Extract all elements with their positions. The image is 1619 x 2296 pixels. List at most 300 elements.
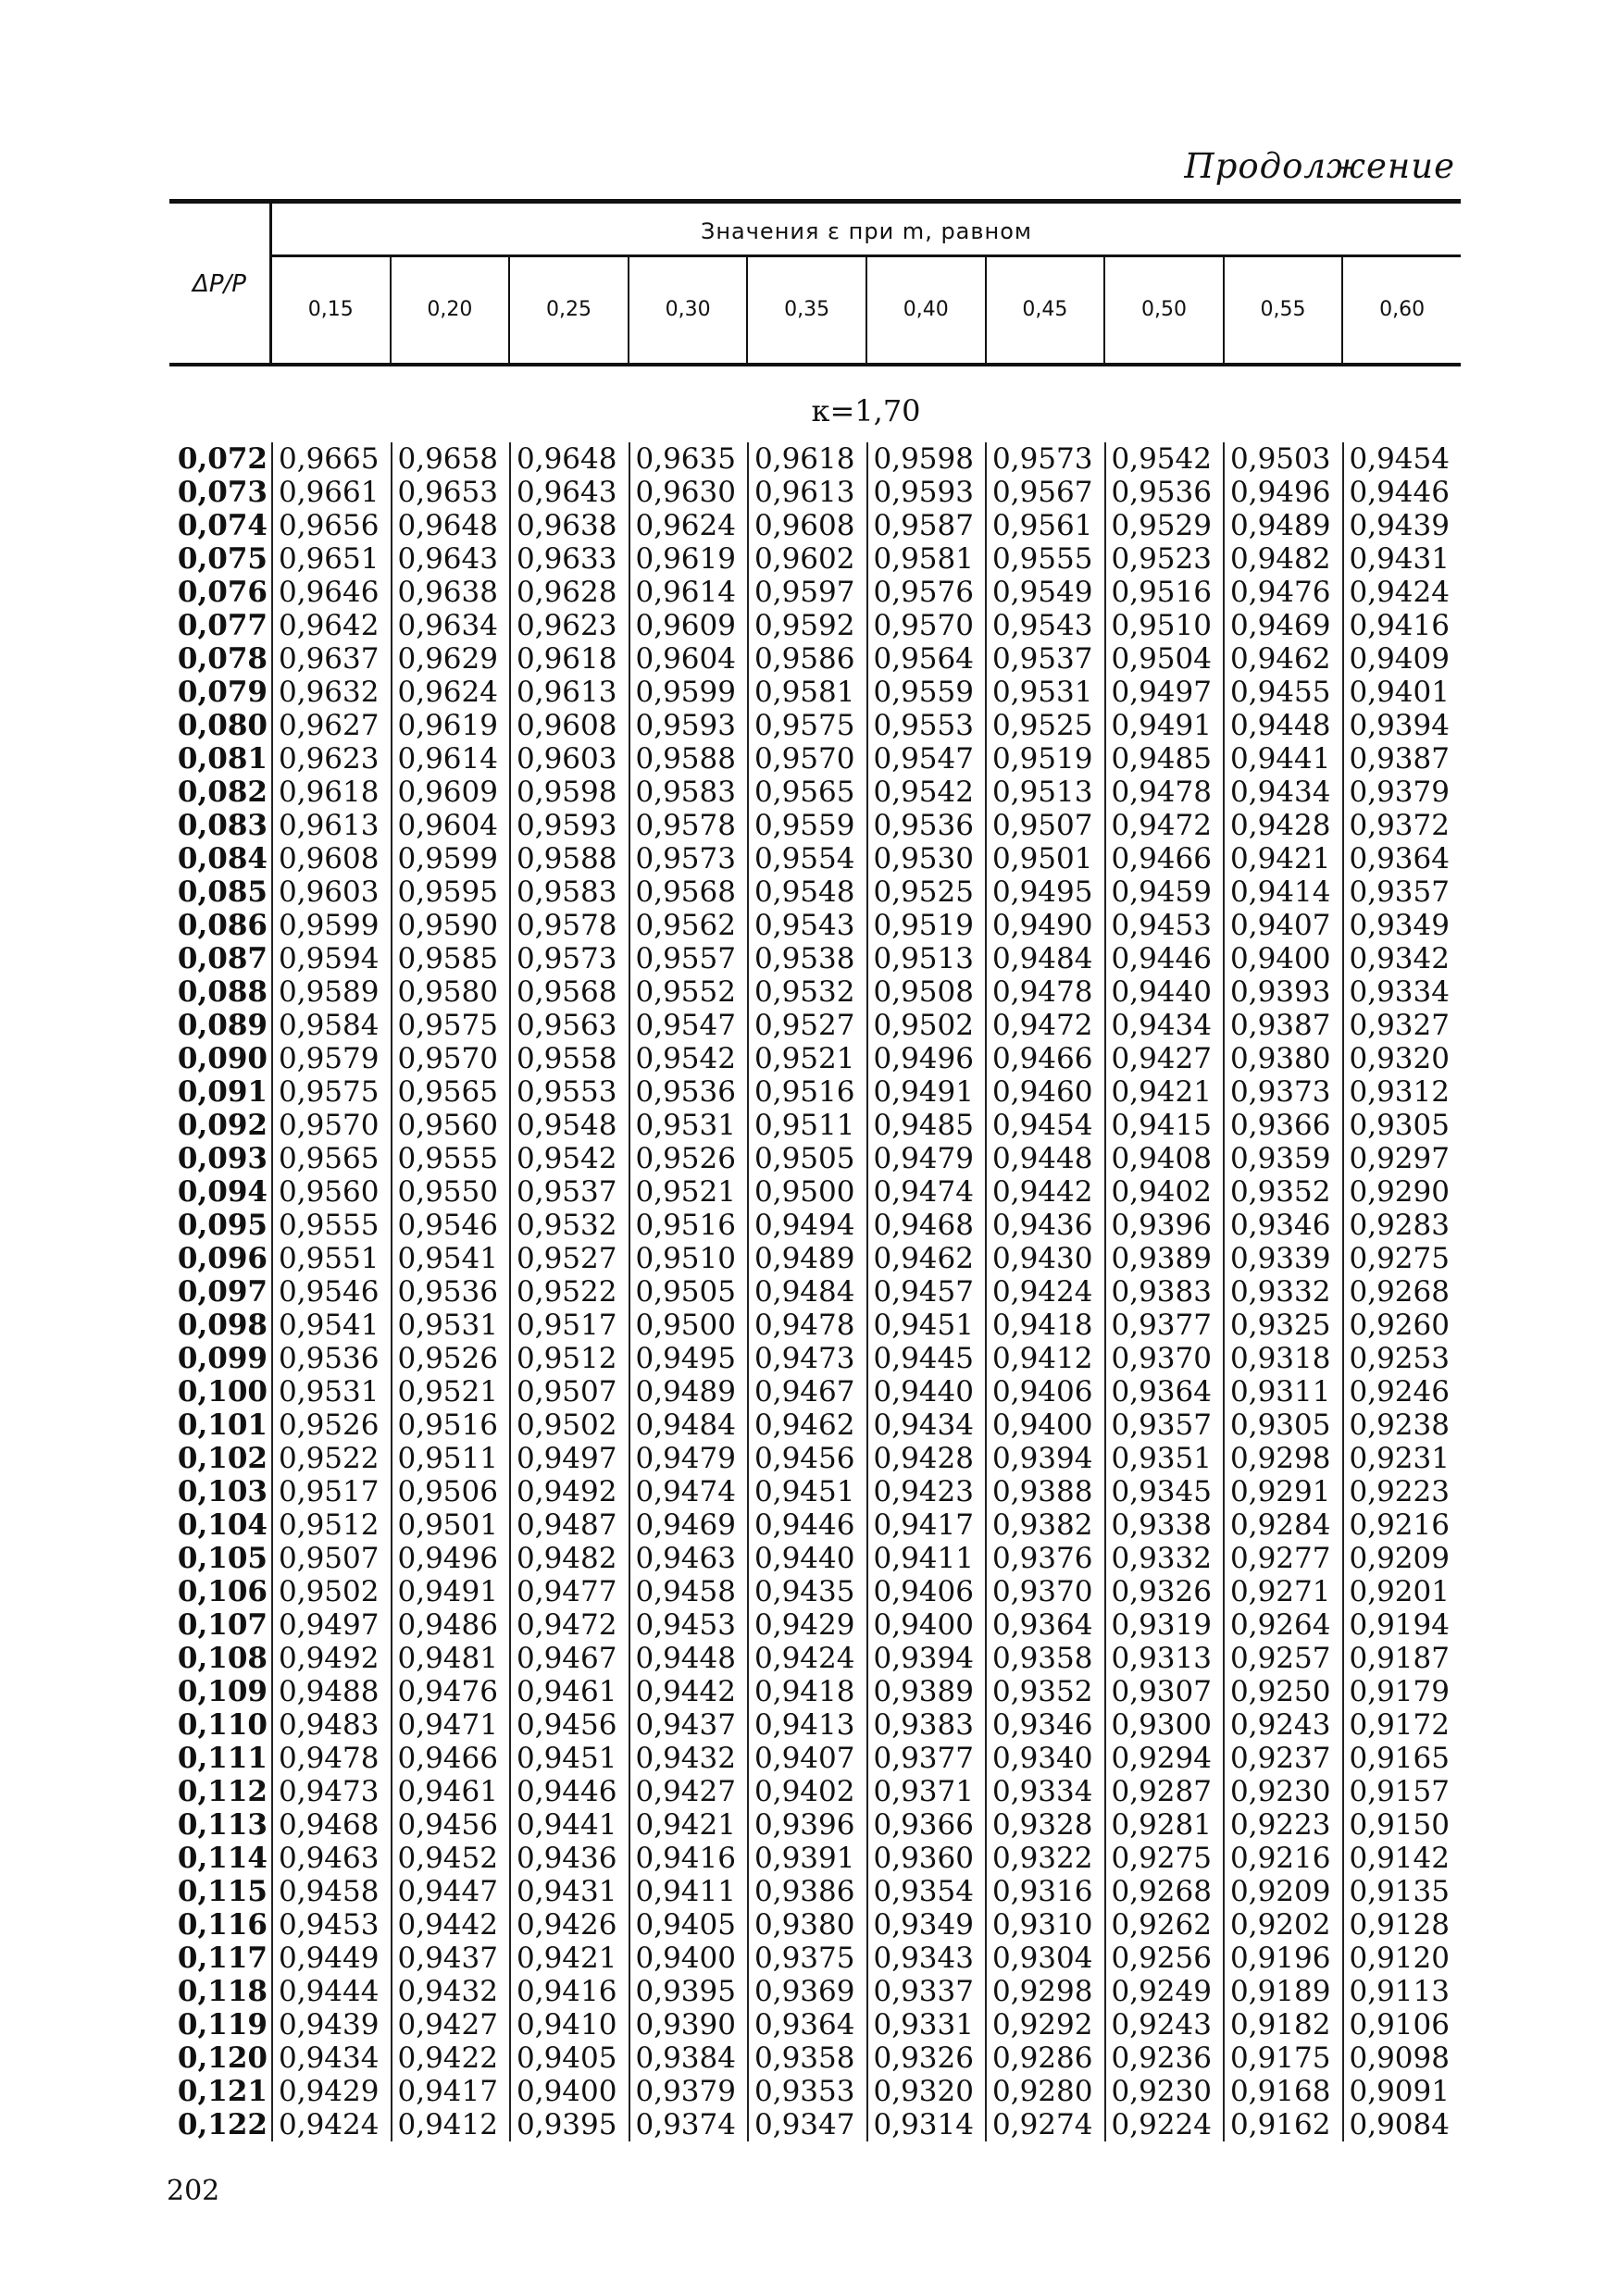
table-cell: 0,9472 [509, 1608, 629, 1642]
table-cell: 0,9347 [747, 2108, 866, 2141]
row-dp-value: 0,086 [177, 909, 268, 942]
table-cell: 0,9451 [747, 1475, 866, 1508]
table-cell: 0,9623 [509, 609, 629, 642]
table-cell: 0,9473 [271, 1775, 391, 1808]
table-cell: 0,9424 [985, 1275, 1104, 1309]
table-cell: 0,9439 [271, 2008, 391, 2042]
table-cell: 0,9460 [985, 1075, 1104, 1109]
row-dp-value: 0,088 [177, 975, 268, 1009]
table-cell: 0,9602 [747, 542, 866, 576]
table-cell: 0,9559 [747, 809, 866, 842]
table-cell: 0,9481 [391, 1642, 510, 1675]
table-cell: 0,9366 [866, 1808, 986, 1842]
table-cell: 0,9467 [747, 1375, 866, 1409]
table-cell: 0,9373 [1223, 1075, 1342, 1109]
row-dp-value: 0,090 [177, 1042, 268, 1075]
column-header: 0,30 [629, 257, 749, 363]
table-cell: 0,9396 [747, 1808, 866, 1842]
table-cell: 0,9337 [866, 1975, 986, 2008]
table-cell: 0,9598 [509, 776, 629, 809]
table-cell: 0,9370 [985, 1575, 1104, 1608]
table-row [169, 1842, 1461, 1875]
table-row [169, 542, 1461, 576]
table-row [169, 809, 1461, 842]
table-cell: 0,9608 [747, 509, 866, 542]
table-cell: 0,9442 [629, 1675, 748, 1708]
table-cell: 0,9432 [391, 1975, 510, 2008]
column-header: 0,45 [987, 257, 1106, 363]
table-cell: 0,9468 [866, 1209, 986, 1242]
table-cell: 0,9542 [509, 1142, 629, 1175]
table-cell: 0,9478 [747, 1309, 866, 1342]
table-cell: 0,9268 [1342, 1275, 1462, 1309]
row-dp-value: 0,107 [177, 1608, 268, 1642]
table-cell: 0,9521 [629, 1175, 748, 1209]
table-cell: 0,9349 [866, 1908, 986, 1942]
table-cell: 0,9230 [1104, 2075, 1224, 2108]
table-cell: 0,9120 [1342, 1942, 1462, 1975]
table-cell: 0,9485 [866, 1109, 986, 1142]
table-row [169, 2108, 1461, 2141]
table-cell: 0,9406 [985, 1375, 1104, 1409]
table-cell: 0,9608 [271, 842, 391, 875]
table-cell: 0,9565 [747, 776, 866, 809]
table-cell: 0,9477 [509, 1575, 629, 1608]
table-cell: 0,9457 [866, 1275, 986, 1309]
table-cell: 0,9415 [1104, 1109, 1224, 1142]
table-cell: 0,9371 [866, 1775, 986, 1808]
table-cell: 0,9555 [271, 1209, 391, 1242]
table-cell: 0,9609 [391, 776, 510, 809]
table-cell: 0,9485 [1104, 742, 1224, 776]
table-cell: 0,9380 [1223, 1042, 1342, 1075]
table-cell: 0,9446 [747, 1508, 866, 1542]
table-cell: 0,9410 [509, 2008, 629, 2042]
table-row [169, 676, 1461, 709]
table-cell: 0,9525 [866, 875, 986, 909]
table-cell: 0,9495 [629, 1342, 748, 1375]
table-cell: 0,9502 [271, 1575, 391, 1608]
table-cell: 0,9402 [747, 1775, 866, 1808]
table-cell: 0,9297 [1342, 1142, 1462, 1175]
table-cell: 0,9578 [509, 909, 629, 942]
table-cell: 0,9526 [271, 1409, 391, 1442]
table-cell: 0,9291 [1223, 1475, 1342, 1508]
table-cell: 0,9370 [1104, 1342, 1224, 1375]
table-cell: 0,9320 [1342, 1042, 1462, 1075]
table-cell: 0,9113 [1342, 1975, 1462, 2008]
table-cell: 0,9216 [1342, 1508, 1462, 1542]
table-cell: 0,9560 [271, 1175, 391, 1209]
table-body [169, 442, 1461, 2141]
table-cell: 0,9437 [391, 1942, 510, 1975]
table-cell: 0,9283 [1342, 1209, 1462, 1242]
table-cell: 0,9431 [1342, 542, 1462, 576]
table-cell: 0,9427 [629, 1775, 748, 1808]
table-cell: 0,9502 [509, 1409, 629, 1442]
table-cell: 0,9462 [1223, 642, 1342, 676]
table-cell: 0,9570 [271, 1109, 391, 1142]
table-row [169, 1675, 1461, 1708]
table-cell: 0,9519 [866, 909, 986, 942]
table-cell: 0,9325 [1223, 1309, 1342, 1342]
table-cell: 0,9486 [391, 1608, 510, 1642]
table-cell: 0,9372 [1342, 809, 1462, 842]
table-cell: 0,9624 [629, 509, 748, 542]
table-cell: 0,9292 [985, 2008, 1104, 2042]
table-cell: 0,9516 [1104, 576, 1224, 609]
table-cell: 0,9567 [985, 476, 1104, 509]
row-dp-value: 0,110 [177, 1708, 268, 1742]
table-cell: 0,9382 [985, 1508, 1104, 1542]
table-cell: 0,9284 [1223, 1508, 1342, 1542]
table-cell: 0,9537 [985, 642, 1104, 676]
table-cell: 0,9629 [391, 642, 510, 676]
table-cell: 0,9516 [629, 1209, 748, 1242]
table-cell: 0,9565 [271, 1142, 391, 1175]
table-cell: 0,9453 [271, 1908, 391, 1942]
table-cell: 0,9357 [1104, 1409, 1224, 1442]
table-cell: 0,9642 [271, 609, 391, 642]
table-cell: 0,9603 [509, 742, 629, 776]
table-cell: 0,9585 [391, 942, 510, 975]
table-cell: 0,9658 [391, 442, 510, 476]
table-cell: 0,9326 [866, 2042, 986, 2075]
row-dp-value: 0,085 [177, 875, 268, 909]
table-cell: 0,9522 [271, 1442, 391, 1475]
table-cell: 0,9257 [1223, 1642, 1342, 1675]
row-dp-value: 0,106 [177, 1575, 268, 1608]
column-header: 0,50 [1105, 257, 1225, 363]
table-cell: 0,9632 [271, 676, 391, 709]
table-cell: 0,9536 [391, 1275, 510, 1309]
table-cell: 0,9322 [985, 1842, 1104, 1875]
table-cell: 0,9554 [747, 842, 866, 875]
table-cell: 0,9603 [271, 875, 391, 909]
table-cell: 0,9530 [866, 842, 986, 875]
table-cell: 0,9339 [1223, 1242, 1342, 1275]
table-cell: 0,9300 [1104, 1708, 1224, 1742]
table-row [169, 1209, 1461, 1242]
table-cell: 0,9489 [1223, 509, 1342, 542]
table-cell: 0,9459 [1104, 875, 1224, 909]
continued-label: Продолжение [1184, 146, 1455, 186]
table-cell: 0,9523 [1104, 542, 1224, 576]
table-cell: 0,9570 [866, 609, 986, 642]
table-cell: 0,9449 [271, 1942, 391, 1975]
table-cell: 0,9411 [629, 1875, 748, 1908]
table-row [169, 1409, 1461, 1442]
table-row [169, 1742, 1461, 1775]
table-cell: 0,9416 [629, 1842, 748, 1875]
row-dp-value: 0,099 [177, 1342, 268, 1375]
table-row [169, 875, 1461, 909]
table-cell: 0,9578 [629, 809, 748, 842]
row-dp-value: 0,096 [177, 1242, 268, 1275]
table-cell: 0,9588 [629, 742, 748, 776]
table-cell: 0,9581 [866, 542, 986, 576]
table-cell: 0,9380 [747, 1908, 866, 1942]
table-cell: 0,9334 [1342, 975, 1462, 1009]
table-cell: 0,9172 [1342, 1708, 1462, 1742]
table-cell: 0,9395 [629, 1975, 748, 2008]
stub-header [169, 204, 272, 363]
table-cell: 0,9500 [747, 1175, 866, 1209]
table-cell: 0,9516 [391, 1409, 510, 1442]
table-cell: 0,9446 [1104, 942, 1224, 975]
table-cell: 0,9444 [271, 1975, 391, 2008]
table-cell: 0,9455 [1223, 676, 1342, 709]
table-cell: 0,9542 [629, 1042, 748, 1075]
table-cell: 0,9358 [747, 2042, 866, 2075]
table-cell: 0,9648 [391, 509, 510, 542]
table-row [169, 476, 1461, 509]
table-cell: 0,9497 [1104, 676, 1224, 709]
table-row [169, 842, 1461, 875]
table-cell: 0,9510 [629, 1242, 748, 1275]
row-dp-value: 0,114 [177, 1842, 268, 1875]
table-cell: 0,9476 [391, 1675, 510, 1708]
table-cell: 0,9532 [509, 1209, 629, 1242]
table-cell: 0,9390 [629, 2008, 748, 2042]
row-dp-value: 0,080 [177, 709, 268, 742]
table-row [169, 776, 1461, 809]
table-cell: 0,9543 [747, 909, 866, 942]
table-cell: 0,9451 [866, 1309, 986, 1342]
table-cell: 0,9290 [1342, 1175, 1462, 1209]
table-row [169, 1975, 1461, 2008]
table-cell: 0,9548 [509, 1109, 629, 1142]
table-cell: 0,9162 [1223, 2108, 1342, 2141]
table-cell: 0,9618 [271, 776, 391, 809]
table-cell: 0,9575 [391, 1009, 510, 1042]
table-cell: 0,9492 [509, 1475, 629, 1508]
row-dp-value: 0,113 [177, 1808, 268, 1842]
table-cell: 0,9619 [391, 709, 510, 742]
table-cell: 0,9469 [629, 1508, 748, 1542]
table-cell: 0,9638 [509, 509, 629, 542]
table-cell: 0,9243 [1223, 1708, 1342, 1742]
table-cell: 0,9423 [866, 1475, 986, 1508]
table-cell: 0,9405 [509, 2042, 629, 2075]
table-cell: 0,9328 [985, 1808, 1104, 1842]
table-cell: 0,9411 [866, 1542, 986, 1575]
table-cell: 0,9389 [866, 1675, 986, 1708]
table-cell: 0,9536 [629, 1075, 748, 1109]
table-cell: 0,9550 [391, 1175, 510, 1209]
table-cell: 0,9456 [747, 1442, 866, 1475]
table-cell: 0,9656 [271, 509, 391, 542]
column-headers [272, 257, 1461, 363]
row-dp-value: 0,122 [177, 2108, 268, 2141]
table-row [169, 2075, 1461, 2108]
row-dp-value: 0,101 [177, 1409, 268, 1442]
row-dp-value: 0,079 [177, 676, 268, 709]
table-cell: 0,9541 [271, 1309, 391, 1342]
table-cell: 0,9281 [1104, 1808, 1224, 1842]
table-cell: 0,9418 [747, 1675, 866, 1708]
table-cell: 0,9436 [985, 1209, 1104, 1242]
table-cell: 0,9429 [271, 2075, 391, 2108]
table-cell: 0,9529 [1104, 509, 1224, 542]
table-cell: 0,9479 [866, 1142, 986, 1175]
row-dp-value: 0,097 [177, 1275, 268, 1309]
table-cell: 0,9501 [985, 842, 1104, 875]
table-row [169, 2042, 1461, 2075]
table-cell: 0,9405 [629, 1908, 748, 1942]
table-cell: 0,9543 [985, 609, 1104, 642]
table-cell: 0,9314 [866, 2108, 986, 2141]
table-cell: 0,9428 [1223, 809, 1342, 842]
table-cell: 0,9458 [629, 1575, 748, 1608]
table-cell: 0,9536 [271, 1342, 391, 1375]
table-cell: 0,9375 [747, 1942, 866, 1975]
table-cell: 0,9512 [271, 1508, 391, 1542]
table-cell: 0,9343 [866, 1942, 986, 1975]
table-cell: 0,9597 [747, 576, 866, 609]
table-cell: 0,9589 [271, 975, 391, 1009]
table-cell: 0,9418 [985, 1309, 1104, 1342]
table-row [169, 1342, 1461, 1375]
table-cell: 0,9507 [271, 1542, 391, 1575]
table-cell: 0,9488 [271, 1675, 391, 1708]
table-row [169, 1475, 1461, 1508]
table-cell: 0,9223 [1342, 1475, 1462, 1508]
table-cell: 0,9421 [629, 1808, 748, 1842]
table-cell: 0,9402 [1104, 1175, 1224, 1209]
column-header: 0,60 [1379, 298, 1426, 321]
table-cell: 0,9513 [985, 776, 1104, 809]
row-dp-value: 0,105 [177, 1542, 268, 1575]
table-row [169, 1775, 1461, 1808]
row-dp-value: 0,116 [177, 1908, 268, 1942]
row-dp-value: 0,087 [177, 942, 268, 975]
table-cell: 0,9510 [1104, 609, 1224, 642]
table-row [169, 1309, 1461, 1342]
table-cell: 0,9627 [271, 709, 391, 742]
table-cell: 0,9327 [1342, 1009, 1462, 1042]
table-cell: 0,9128 [1342, 1908, 1462, 1942]
table-cell: 0,9320 [866, 2075, 986, 2108]
table-cell: 0,9547 [629, 1009, 748, 1042]
column-header: 0,25 [510, 257, 629, 363]
table-cell: 0,9427 [1104, 1042, 1224, 1075]
table-cell: 0,9547 [866, 742, 986, 776]
table-cell: 0,9260 [1342, 1309, 1462, 1342]
table-cell: 0,9377 [866, 1742, 986, 1775]
table-cell: 0,9432 [629, 1742, 748, 1775]
table-cell: 0,9526 [391, 1342, 510, 1375]
table-cell: 0,9307 [1104, 1675, 1224, 1708]
table-cell: 0,9593 [629, 709, 748, 742]
table-cell: 0,9633 [509, 542, 629, 576]
table-cell: 0,9400 [629, 1942, 748, 1975]
column-header: 0,15 [272, 257, 392, 363]
table-cell: 0,9494 [747, 1209, 866, 1242]
table-cell: 0,9441 [509, 1808, 629, 1842]
table-cell: 0,9434 [1104, 1009, 1224, 1042]
table-row [169, 1075, 1461, 1109]
table-cell: 0,9376 [985, 1542, 1104, 1575]
table-cell: 0,9508 [866, 975, 986, 1009]
table-cell: 0,9495 [985, 875, 1104, 909]
table-cell: 0,9400 [1223, 942, 1342, 975]
table-cell: 0,9223 [1223, 1808, 1342, 1842]
table-cell: 0,9313 [1104, 1642, 1224, 1675]
table-cell: 0,9527 [509, 1242, 629, 1275]
table-cell: 0,9491 [391, 1575, 510, 1608]
table-cell: 0,9342 [1342, 942, 1462, 975]
table-cell: 0,9507 [985, 809, 1104, 842]
row-dp-value: 0,072 [177, 442, 268, 476]
table-cell: 0,9395 [509, 2108, 629, 2141]
table-row [169, 2008, 1461, 2042]
table-cell: 0,9489 [747, 1242, 866, 1275]
table-cell: 0,9435 [747, 1575, 866, 1608]
table-cell: 0,9466 [985, 1042, 1104, 1075]
table-cell: 0,9271 [1223, 1575, 1342, 1608]
table-cell: 0,9406 [866, 1575, 986, 1608]
table-cell: 0,9427 [391, 2008, 510, 2042]
table-cell: 0,9448 [985, 1142, 1104, 1175]
table-row [169, 909, 1461, 942]
table-cell: 0,9461 [391, 1775, 510, 1808]
table-cell: 0,9417 [391, 2075, 510, 2108]
table-cell: 0,9237 [1223, 1742, 1342, 1775]
table-cell: 0,9588 [509, 842, 629, 875]
table-cell: 0,9294 [1104, 1742, 1224, 1775]
table-cell: 0,9599 [271, 909, 391, 942]
row-dp-value: 0,119 [177, 2008, 268, 2042]
table-cell: 0,9478 [985, 975, 1104, 1009]
table-cell: 0,9496 [866, 1042, 986, 1075]
table-cell: 0,9634 [391, 609, 510, 642]
table-cell: 0,9559 [866, 676, 986, 709]
table-row [169, 442, 1461, 476]
table-cell: 0,9542 [1104, 442, 1224, 476]
table-cell: 0,9413 [747, 1708, 866, 1742]
table-cell: 0,9665 [271, 442, 391, 476]
table-cell: 0,9492 [271, 1642, 391, 1675]
table-cell: 0,9414 [1223, 875, 1342, 909]
table-row [169, 1442, 1461, 1475]
row-dp-value: 0,118 [177, 1975, 268, 2008]
table-cell: 0,9568 [509, 975, 629, 1009]
row-dp-value: 0,103 [177, 1475, 268, 1508]
table-cell: 0,9646 [271, 576, 391, 609]
table-cell: 0,9175 [1223, 2042, 1342, 2075]
table-row [169, 1642, 1461, 1675]
table-cell: 0,9298 [985, 1975, 1104, 2008]
table-cell: 0,9412 [985, 1342, 1104, 1375]
table-cell: 0,9253 [1342, 1342, 1462, 1375]
column-header: 0,20 [392, 257, 511, 363]
kappa-subheading: κ=1,70 [811, 393, 921, 428]
table-cell: 0,9630 [629, 476, 748, 509]
table-cell: 0,9473 [747, 1342, 866, 1375]
table-cell: 0,9447 [391, 1875, 510, 1908]
table-cell: 0,9383 [1104, 1275, 1224, 1309]
table-cell: 0,9231 [1342, 1442, 1462, 1475]
table-cell: 0,9387 [1342, 742, 1462, 776]
table-cell: 0,9274 [985, 2108, 1104, 2141]
table-cell: 0,9304 [985, 1942, 1104, 1975]
table-cell: 0,9618 [747, 442, 866, 476]
table-cell: 0,9249 [1104, 1975, 1224, 2008]
table-cell: 0,9463 [271, 1842, 391, 1875]
table-cell: 0,9216 [1223, 1842, 1342, 1875]
table-row [169, 1908, 1461, 1942]
